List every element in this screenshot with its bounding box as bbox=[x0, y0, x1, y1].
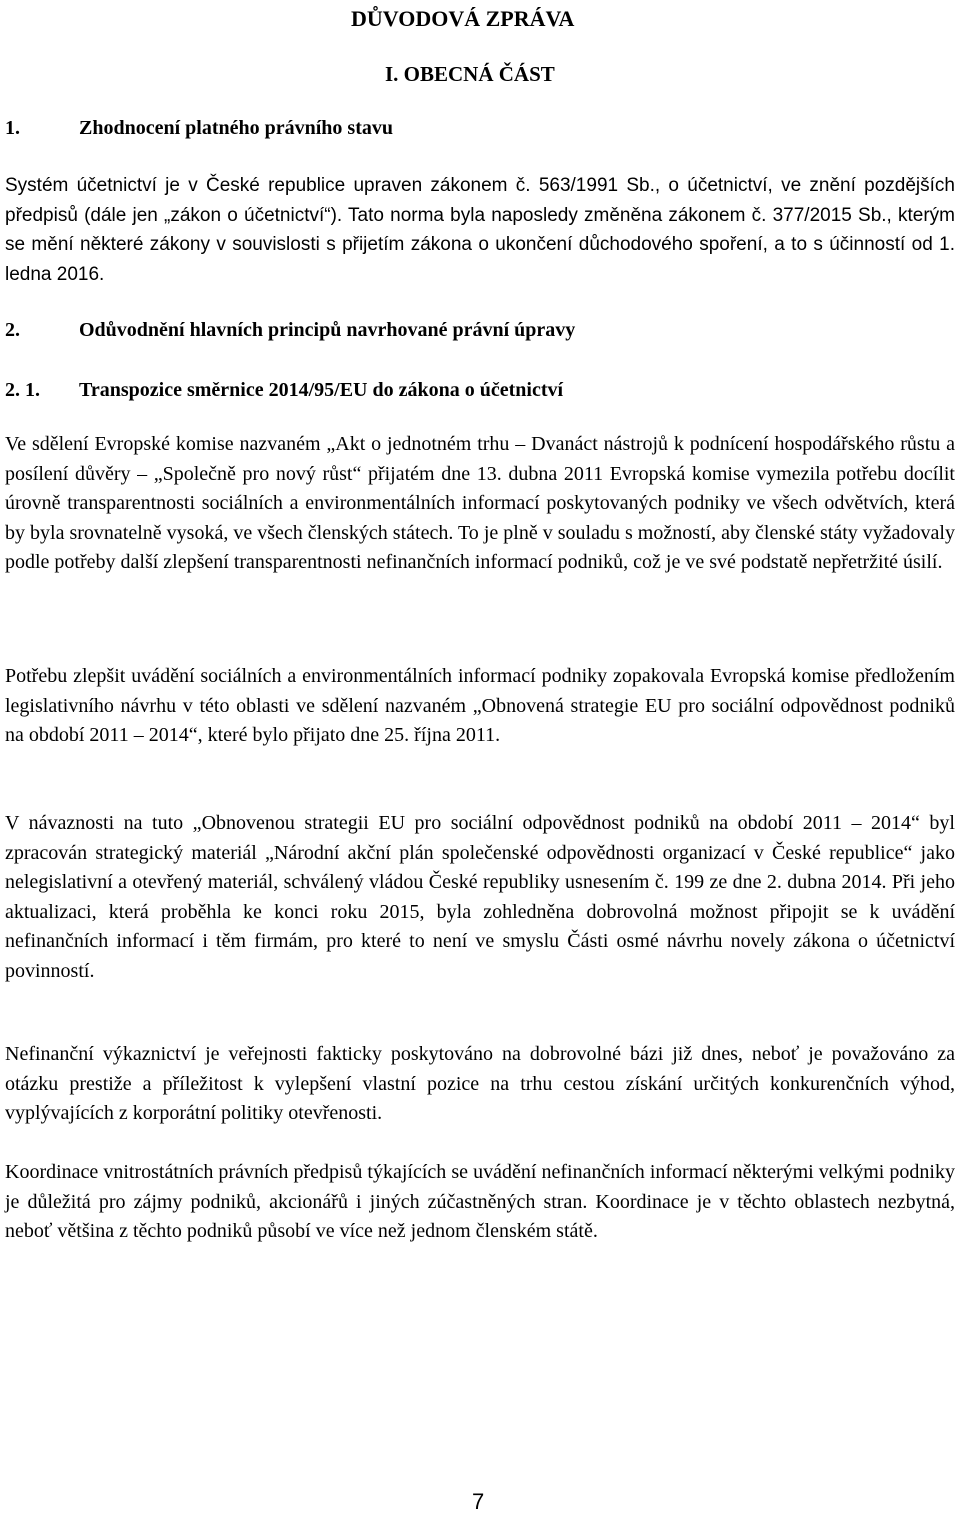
section-2-1-number: 2. 1. bbox=[5, 379, 40, 401]
section-1-paragraph: Systém účetnictví je v České republice upraven zákonem č. 563/1991 Sb., o účetnictví, ve znění pozdějších předpisů (dále jen „zákon o účetnictví“). Tato norma byla naposledy změněna zákonem č. 377/2015 Sb., kterým se mění některé zákony v souvislosti s přijetím zákona o ukončení důchodového spoření, a to s účinností od 1. ledna 2016. bbox=[5, 175, 955, 285]
section-2-1-heading bbox=[5, 377, 563, 403]
paragraph-5: Koordinace vnitrostátních právních předpisů týkajících se uvádění nefinančních informací některými velkými podniky je důležitá pro zájmy podniků, akcionářů i jiných zúčastněných stran. Koordinace je v těchto oblastech nezbytná, neboť většina z těchto podniků působí ve více než jednom členském státě. bbox=[5, 1161, 955, 1242]
document-title: DŮVODOVÁ ZPRÁVA bbox=[351, 6, 575, 31]
paragraph-3: V návaznosti na tuto „Obnovenou strategii EU pro sociální odpovědnost podniků na období 2011 – 2014“ byl zpracován strategický materiál „Národní akční plán společenské odpovědnosti organizací v České republice“ jako nelegislativní a otevřený materiál, schválený vládou České republiky usnesením č. 199 ze dne 2. dubna 2014. Při jeho aktualizaci, která proběhla ke konci roku 2015, byla zohledněna dobrovolná možnost připojit se k uvádění nefinančních informací i těm firmám, pro které to není ve smyslu Části osmé návrhu novely zákona o účetnictví povinností. bbox=[5, 812, 955, 982]
section-1-title: Zhodnocení platného právního stavu bbox=[79, 117, 393, 139]
section-2-number: 2. bbox=[5, 319, 20, 341]
paragraph-4: Nefinanční výkaznictví je veřejnosti fakticky poskytováno na dobrovolné bázi již dnes, neboť je považováno za otázku prestiže a příležitost k vylepšení vlastní pozice na trhu cestou získání určitých konkurenčních výhod, vyplývajících z korporátní politiky otevřenosti. bbox=[5, 1043, 955, 1124]
section-1-heading bbox=[5, 115, 393, 141]
page-number: 7 bbox=[472, 1489, 485, 1514]
section-2-title: Odůvodnění hlavních principů navrhované právní úpravy bbox=[79, 319, 576, 341]
paragraph-1: Ve sdělení Evropské komise nazvaném „Akt o jednotném trhu – Dvanáct nástrojů k podnícení hospodářského růstu a posílení důvěry – „Společně pro nový růst“ přijatém dne 13. dubna 2011 Evropská komise vymezila potřebu docílit úrovně transparentnosti sociálních a environmentálních informací poskytovaných podniky ve všech odvětvích, která by byla srovnatelně vysoká, ve všech členských státech. To je plně v souladu s možností, aby členské státy vyžadovaly podle potřeby další zlepšení transparentnosti nefinančních informací podniků, což je ve své podstatě nepřetržité úsilí. bbox=[5, 433, 955, 573]
paragraph-2: Potřebu zlepšit uvádění sociálních a environmentálních informací podniky zopakovala Evropská komise předložením legislativního návrhu v této oblasti ve sdělení nazvaném „Obnovená strategie EU pro sociální odpovědnost podniků na období 2011 – 2014“, které bylo přijato dne 25. října 2011. bbox=[5, 665, 955, 746]
part-title: I. OBECNÁ ČÁST bbox=[385, 62, 555, 86]
section-1-number: 1. bbox=[5, 117, 20, 139]
section-2-1-title: Transpozice směrnice 2014/95/EU do zákona o účetnictví bbox=[79, 379, 564, 401]
section-2-heading bbox=[5, 317, 575, 343]
